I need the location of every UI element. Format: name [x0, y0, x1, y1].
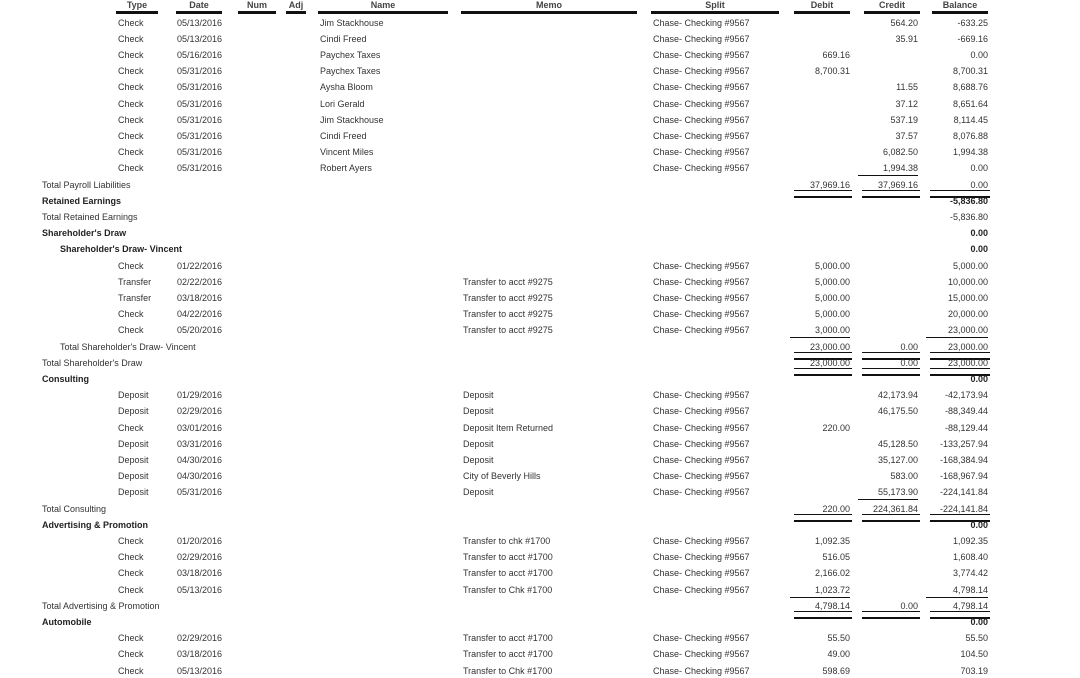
cell-split: Chase- Checking #9567: [653, 325, 750, 336]
cell-split: Chase- Checking #9567: [653, 260, 750, 271]
cell-debit: 2,166.02: [814, 568, 850, 579]
cell-memo: Deposit: [463, 438, 494, 449]
cell-split: Chase- Checking #9567: [653, 390, 750, 401]
cell-type: Check: [118, 584, 144, 595]
cell-debit: 23,000.00: [809, 357, 850, 368]
cell-credit: 0.00: [900, 600, 918, 611]
table-row: [0, 323, 1080, 337]
cell-balance: 8,651.64: [952, 98, 988, 109]
cell-type: Deposit: [118, 471, 149, 482]
total-label: Total Payroll Liabilities: [42, 179, 131, 190]
cell-debit: 55.50: [827, 633, 850, 644]
cell-balance: 10,000.00: [947, 276, 988, 287]
cell-debit: 3,000.00: [790, 323, 850, 338]
cell-date: 03/18/2016: [177, 649, 223, 660]
cell-balance: -42,173.94: [944, 390, 988, 401]
cell-credit: 35,127.00: [877, 454, 918, 465]
cell-balance: 8,700.31: [952, 66, 988, 77]
cell-balance: 0.00: [970, 228, 988, 239]
table-row: [0, 32, 1080, 46]
cell-type: Check: [118, 49, 144, 60]
account-name: Consulting: [42, 373, 89, 384]
table-row: [0, 48, 1080, 62]
col-header-credit: Credit: [864, 0, 920, 14]
table-row: [0, 97, 1080, 111]
cell-name: Lori Gerald: [320, 98, 365, 109]
cell-balance: 0.00: [970, 519, 988, 530]
cell-credit: 11.55: [896, 82, 918, 93]
cell-type: Check: [118, 260, 144, 271]
cell-type: Check: [118, 114, 144, 125]
cell-credit: 564.20: [890, 17, 918, 28]
cell-memo: Deposit: [463, 454, 494, 465]
cell-split: Chase- Checking #9567: [653, 114, 750, 125]
account-name: Shareholder's Draw: [42, 228, 127, 239]
cell-split: Chase- Checking #9567: [653, 309, 750, 320]
cell-type: Check: [118, 568, 144, 579]
cell-debit: 49.00: [827, 649, 850, 660]
cell-balance: 3,774.42: [952, 568, 988, 579]
cell-split: Chase- Checking #9567: [653, 552, 750, 563]
cell-memo: Transfer to Chk #1700: [463, 665, 553, 676]
cell-date: 05/31/2016: [177, 163, 223, 174]
cell-date: 05/20/2016: [177, 325, 223, 336]
cell-split: Chase- Checking #9567: [653, 471, 750, 482]
cell-debit: 4,798.14: [814, 600, 850, 611]
cell-debit: 5,000.00: [814, 292, 850, 303]
section-total: [0, 340, 1080, 354]
cell-balance: 8,114.45: [953, 114, 988, 125]
table-row: [0, 647, 1080, 661]
cell-date: 02/22/2016: [177, 276, 223, 287]
cell-balance: 4,798.14: [952, 600, 988, 611]
section-total: [0, 599, 1080, 613]
cell-date: 04/30/2016: [177, 471, 223, 482]
table-row: [0, 388, 1080, 402]
cell-date: 05/31/2016: [177, 487, 223, 498]
cell-debit: 1,092.35: [814, 535, 850, 546]
cell-type: Check: [118, 98, 144, 109]
cell-memo: Transfer to acct #1700: [463, 552, 553, 563]
cell-date: 05/31/2016: [177, 98, 223, 109]
cell-date: 03/18/2016: [177, 568, 223, 579]
cell-split: Chase- Checking #9567: [653, 66, 750, 77]
account-name: Retained Earnings: [42, 195, 122, 206]
table-row: [0, 485, 1080, 499]
cell-balance: -5,836.80: [949, 195, 988, 206]
cell-credit: 42,173.94: [877, 390, 918, 401]
cell-name: Jim Stackhouse: [320, 114, 384, 125]
section-header: [0, 194, 1080, 208]
section-header: [0, 372, 1080, 386]
cell-balance: -224,141.84: [939, 503, 988, 514]
cell-balance: 0.00: [970, 244, 988, 255]
cell-split: Chase- Checking #9567: [653, 568, 750, 579]
table-row: [0, 583, 1080, 597]
cell-split: Chase- Checking #9567: [653, 33, 750, 44]
cell-name: Vincent Miles: [320, 147, 374, 158]
section-header: [0, 242, 1080, 256]
cell-balance: 8,076.88: [952, 130, 988, 141]
cell-type: Transfer: [118, 276, 152, 287]
cell-credit: 0.00: [900, 357, 918, 368]
cell-name: Jim Stackhouse: [320, 17, 384, 28]
cell-memo: Transfer to acct #9275: [463, 325, 553, 336]
cell-name: Paychex Taxes: [320, 49, 381, 60]
cell-balance: -88,349.44: [944, 406, 988, 417]
section-total: [0, 210, 1080, 224]
section-header: [0, 226, 1080, 240]
cell-date: 05/13/2016: [177, 33, 223, 44]
table-row: [0, 566, 1080, 580]
table-row: [0, 145, 1080, 159]
cell-balance: 0.00: [970, 163, 988, 174]
section-header: [0, 518, 1080, 532]
table-row: [0, 437, 1080, 451]
cell-balance: 20,000.00: [947, 309, 988, 320]
cell-balance: -5,836.80: [949, 211, 988, 222]
cell-date: 05/31/2016: [177, 130, 223, 141]
cell-split: Chase- Checking #9567: [653, 292, 750, 303]
cell-balance: 4,798.14: [926, 583, 988, 598]
cell-debit: 37,969.16: [809, 179, 850, 190]
cell-credit: 6,082.50: [882, 147, 918, 158]
cell-split: Chase- Checking #9567: [653, 454, 750, 465]
table-row: [0, 550, 1080, 564]
cell-name: Cindi Freed: [320, 33, 367, 44]
cell-credit: 35.91: [895, 33, 918, 44]
cell-date: 05/31/2016: [177, 114, 223, 125]
cell-date: 03/31/2016: [177, 438, 223, 449]
cell-balance: 55.50: [965, 633, 988, 644]
cell-balance: 0.00: [970, 179, 988, 190]
table-row: [0, 259, 1080, 273]
cell-split: Chase- Checking #9567: [653, 649, 750, 660]
cell-type: Check: [118, 535, 144, 546]
cell-balance: -88,129.44: [944, 422, 988, 433]
cell-split: Chase- Checking #9567: [653, 406, 750, 417]
cell-type: Check: [118, 147, 144, 158]
cell-balance: -168,384.94: [939, 454, 988, 465]
cell-date: 05/31/2016: [177, 66, 223, 77]
cell-debit: 598.69: [822, 665, 850, 676]
cell-type: Deposit: [118, 487, 149, 498]
cell-balance: 23,000.00: [947, 357, 988, 368]
cell-date: 02/29/2016: [177, 633, 223, 644]
cell-date: 02/29/2016: [177, 552, 223, 563]
total-label: Total Consulting: [42, 503, 107, 514]
cell-balance: 8,688.76: [952, 82, 988, 93]
cell-credit: 37.57: [895, 130, 918, 141]
cell-type: Check: [118, 33, 144, 44]
cell-debit: 516.05: [822, 552, 850, 563]
cell-credit: 583.00: [890, 471, 918, 482]
col-header-split: Split: [651, 0, 779, 14]
cell-type: Check: [118, 325, 144, 336]
cell-date: 05/13/2016: [177, 584, 223, 595]
cell-memo: Deposit: [463, 406, 494, 417]
cell-balance: -669.16: [957, 33, 988, 44]
cell-debit: 220.00: [822, 503, 850, 514]
cell-balance: 703.19: [960, 665, 988, 676]
cell-credit: 46,175.50: [877, 406, 918, 417]
cell-date: 05/31/2016: [177, 147, 223, 158]
total-label: Total Advertising & Promotion: [42, 600, 160, 611]
cell-balance: 5,000.00: [952, 260, 988, 271]
table-row: [0, 113, 1080, 127]
table-row: [0, 453, 1080, 467]
cell-balance: 0.00: [970, 49, 988, 60]
cell-credit: 45,128.50: [877, 438, 918, 449]
cell-date: 04/30/2016: [177, 454, 223, 465]
cell-date: 02/29/2016: [177, 406, 223, 417]
cell-balance: 1,608.40: [952, 552, 988, 563]
cell-split: Chase- Checking #9567: [653, 276, 750, 287]
cell-memo: Transfer to acct #9275: [463, 276, 553, 287]
table-row: [0, 631, 1080, 645]
cell-debit: 1,023.72: [790, 583, 850, 598]
cell-balance: 1,092.35: [952, 535, 988, 546]
cell-balance: -633.25: [957, 17, 988, 28]
account-name: Advertising & Promotion: [42, 519, 149, 530]
table-row: [0, 421, 1080, 435]
table-row: [0, 16, 1080, 30]
cell-type: Check: [118, 665, 144, 676]
cell-balance: 104.50: [960, 649, 988, 660]
cell-name: Robert Ayers: [320, 163, 372, 174]
cell-memo: Transfer to acct #1700: [463, 649, 553, 660]
cell-type: Check: [118, 163, 144, 174]
cell-type: Check: [118, 17, 144, 28]
table-row: [0, 469, 1080, 483]
section-header: [0, 615, 1080, 629]
table-row: [0, 161, 1080, 175]
cell-credit: 1,994.38: [858, 161, 918, 176]
cell-date: 04/22/2016: [177, 309, 223, 320]
cell-type: Check: [118, 633, 144, 644]
table-row: [0, 404, 1080, 418]
cell-debit: 220.00: [822, 422, 850, 433]
cell-balance: 23,000.00: [947, 341, 988, 352]
cell-date: 01/20/2016: [177, 535, 223, 546]
col-header-date: Date: [176, 0, 222, 14]
cell-date: 03/01/2016: [177, 422, 223, 433]
cell-memo: City of Beverly Hills: [463, 471, 541, 482]
cell-date: 05/16/2016: [177, 49, 223, 60]
cell-balance: -168,967.94: [939, 471, 988, 482]
table-row: [0, 664, 1080, 678]
col-header-debit: Debit: [794, 0, 850, 14]
cell-balance: 0.00: [970, 373, 988, 384]
cell-type: Deposit: [118, 390, 149, 401]
cell-split: Chase- Checking #9567: [653, 82, 750, 93]
cell-credit: 37.12: [895, 98, 918, 109]
account-name: Automobile: [42, 616, 92, 627]
cell-split: Chase- Checking #9567: [653, 584, 750, 595]
cell-balance: -133,257.94: [939, 438, 988, 449]
cell-debit: 669.16: [822, 49, 850, 60]
cell-memo: Transfer to acct #1700: [463, 568, 553, 579]
cell-split: Chase- Checking #9567: [653, 163, 750, 174]
cell-type: Check: [118, 309, 144, 320]
cell-credit: 55,173.90: [858, 485, 918, 500]
total-label: Total Retained Earnings: [42, 211, 138, 222]
cell-credit: 0.00: [900, 341, 918, 352]
cell-balance: -224,141.84: [939, 487, 988, 498]
cell-split: Chase- Checking #9567: [653, 438, 750, 449]
cell-memo: Transfer to acct #9275: [463, 309, 553, 320]
section-total: [0, 502, 1080, 516]
cell-name: Aysha Bloom: [320, 82, 373, 93]
cell-memo: Transfer to chk #1700: [463, 535, 551, 546]
cell-date: 03/18/2016: [177, 292, 223, 303]
cell-type: Check: [118, 649, 144, 660]
cell-credit: 224,361.84: [872, 503, 918, 514]
cell-type: Deposit: [118, 438, 149, 449]
cell-split: Chase- Checking #9567: [653, 147, 750, 158]
cell-balance: 23,000.00: [926, 323, 988, 338]
col-header-name: Name: [318, 0, 448, 14]
cell-memo: Transfer to acct #9275: [463, 292, 553, 303]
cell-name: Paychex Taxes: [320, 66, 381, 77]
col-header-adj: Adj: [286, 0, 306, 14]
cell-memo: Deposit Item Returned: [463, 422, 554, 433]
cell-balance: 15,000.00: [947, 292, 988, 303]
cell-type: Deposit: [118, 454, 149, 465]
cell-type: Check: [118, 552, 144, 563]
cell-split: Chase- Checking #9567: [653, 422, 750, 433]
table-row: [0, 64, 1080, 78]
cell-split: Chase- Checking #9567: [653, 98, 750, 109]
cell-split: Chase- Checking #9567: [653, 49, 750, 60]
cell-memo: Deposit: [463, 487, 494, 498]
cell-date: 01/22/2016: [177, 260, 223, 271]
cell-split: Chase- Checking #9567: [653, 130, 750, 141]
cell-debit: 5,000.00: [814, 260, 850, 271]
cell-split: Chase- Checking #9567: [653, 633, 750, 644]
account-name: Shareholder's Draw- Vincent: [60, 244, 183, 255]
cell-memo: Transfer to Chk #1700: [463, 584, 553, 595]
cell-split: Chase- Checking #9567: [653, 17, 750, 28]
col-header-memo: Memo: [461, 0, 637, 14]
total-label: Total Shareholder's Draw- Vincent: [60, 341, 196, 352]
cell-name: Cindi Freed: [320, 130, 367, 141]
cell-type: Deposit: [118, 406, 149, 417]
table-row: [0, 129, 1080, 143]
table-row: [0, 291, 1080, 305]
cell-split: Chase- Checking #9567: [653, 487, 750, 498]
cell-debit: 23,000.00: [809, 341, 850, 352]
section-total: [0, 356, 1080, 370]
cell-balance: 0.00: [970, 616, 988, 627]
table-row: [0, 534, 1080, 548]
table-row: [0, 80, 1080, 94]
cell-memo: Transfer to acct #1700: [463, 633, 553, 644]
col-header-num: Num: [238, 0, 276, 14]
table-row: [0, 275, 1080, 289]
col-header-type: Type: [116, 0, 158, 14]
cell-type: Transfer: [118, 292, 152, 303]
cell-debit: 5,000.00: [814, 309, 850, 320]
cell-balance: 1,994.38: [952, 147, 988, 158]
cell-date: 05/13/2016: [177, 665, 223, 676]
cell-type: Check: [118, 130, 144, 141]
section-total: [0, 178, 1080, 192]
cell-memo: Deposit: [463, 390, 494, 401]
total-label: Total Shareholder's Draw: [42, 357, 143, 368]
cell-split: Chase- Checking #9567: [653, 665, 750, 676]
cell-type: Check: [118, 66, 144, 77]
table-row: [0, 307, 1080, 321]
cell-debit: 8,700.31: [814, 66, 850, 77]
cell-type: Check: [118, 422, 144, 433]
cell-date: 01/29/2016: [177, 390, 223, 401]
cell-debit: 5,000.00: [814, 276, 850, 287]
cell-date: 05/13/2016: [177, 17, 223, 28]
cell-credit: 537.19: [890, 114, 918, 125]
cell-credit: 37,969.16: [877, 179, 918, 190]
cell-split: Chase- Checking #9567: [653, 535, 750, 546]
cell-type: Check: [118, 82, 144, 93]
cell-date: 05/31/2016: [177, 82, 223, 93]
col-header-balance: Balance: [932, 0, 988, 14]
